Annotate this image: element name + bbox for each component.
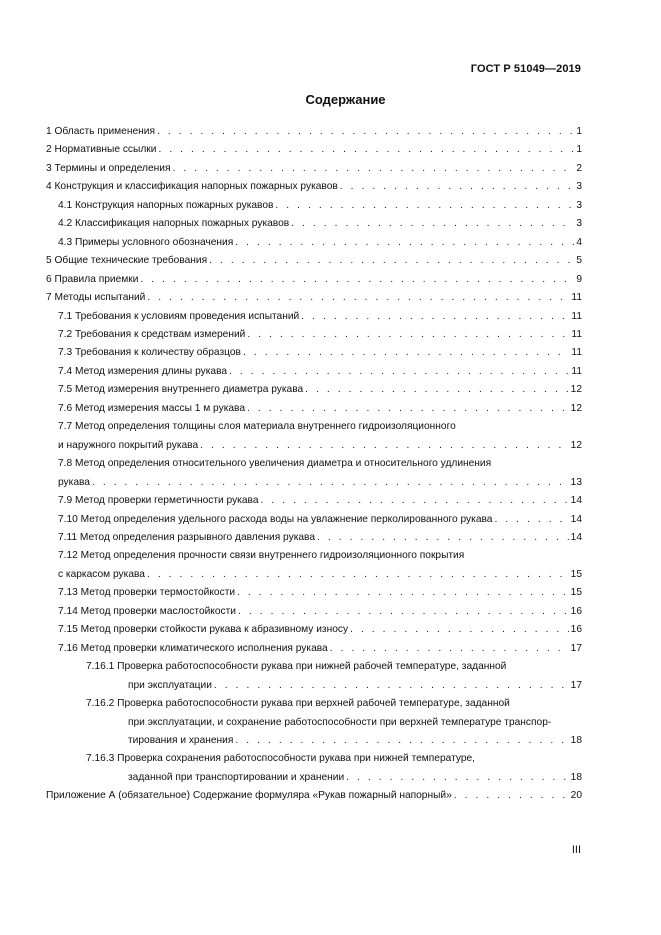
toc-entry[interactable]: 7.15 Метод проверки стойкости рукава к абразивному износу . . . 16 — [46, 621, 582, 639]
document-code: ГОСТ Р 51049—2019 — [470, 63, 581, 75]
toc-entry[interactable]: 7.9 Метод проверки герметичности рукава . . . 14 — [46, 492, 582, 510]
toc-entry[interactable]: 7.16.2 Проверка работоспособности рукава при верхней рабочей температуре, заданной при эксплуатации, и сохранение работоспособности при верхней температуре транспор- тирования и хранения . . . 18 — [46, 695, 582, 750]
toc-entry[interactable]: 7.4 Метод измерения длины рукава . . . 11 — [46, 363, 582, 381]
toc-entry[interactable]: 7.6 Метод измерения массы 1 м рукава . . . 12 — [46, 400, 582, 418]
toc-entry[interactable]: 7.11 Метод определения разрывного давления рукава . . . 14 — [46, 529, 582, 547]
toc-entry[interactable]: 3 Термины и определения . . . 2 — [46, 160, 582, 178]
toc-entry[interactable]: 7.14 Метод проверки маслостойкости . . . 16 — [46, 603, 582, 621]
toc-entry[interactable]: 7.16.3 Проверка сохранения работоспособности рукава при нижней температуре, заданной при транспортировании и хранении . . . 18 — [46, 750, 582, 787]
toc-entry[interactable]: 7.16 Метод проверки климатического исполнения рукава . . . 17 — [46, 640, 582, 658]
toc-entry[interactable]: 7.1 Требования к условиям проведения испытаний . . . 11 — [46, 308, 582, 326]
toc-entry[interactable]: 7.12 Метод определения прочности связи внутреннего гидроизоляционного покрытия с каркасом рукава . . . 15 — [46, 547, 582, 584]
toc-entry-appendix[interactable]: Приложение А (обязательное) Содержание формуляра «Рукав пожарный напорный» . . . 20 — [46, 787, 582, 805]
toc-entry[interactable]: 4.2 Классификация напорных пожарных рукавов . . . 3 — [46, 215, 582, 233]
table-of-contents — [46, 123, 582, 806]
toc-entry[interactable]: 7.10 Метод определения удельного расхода воды на увлажнение перколированного рукава . . . 14 — [46, 511, 582, 529]
toc-entry[interactable]: 4.1 Конструкция напорных пожарных рукавов . . . 3 — [46, 197, 582, 215]
toc-entry[interactable]: 7.5 Метод измерения внутреннего диаметра рукава . . . 12 — [46, 381, 582, 399]
toc-entry[interactable]: 7.7 Метод определения толщины слоя материала внутреннего гидроизоляционного и наружного покрытий рукава . . . 12 — [46, 418, 582, 455]
toc-entry[interactable]: 2 Нормативные ссылки . . . 1 — [46, 141, 582, 159]
toc-entry[interactable]: 1 Область применения . . . 1 — [46, 123, 582, 141]
toc-title: Содержание — [305, 92, 386, 107]
toc-entry[interactable]: 6 Правила приемки . . . 9 — [46, 271, 582, 289]
toc-entry[interactable]: 4.3 Примеры условного обозначения . . . 4 — [46, 234, 582, 252]
toc-entry[interactable]: 7.2 Требования к средствам измерений . . . 11 — [46, 326, 582, 344]
toc-entry[interactable]: 5 Общие технические требования . . . 5 — [46, 252, 582, 270]
toc-entry[interactable]: 7.13 Метод проверки термостойкости . . . 15 — [46, 584, 582, 602]
toc-entry[interactable]: 7.8 Метод определения относительного увеличения диаметра и относительного удлинения рукава . . . 13 — [46, 455, 582, 492]
toc-entry[interactable]: 7.3 Требования к количеству образцов . . . 11 — [46, 344, 582, 362]
toc-entry[interactable]: 4 Конструкция и классификация напорных пожарных рукавов . . . 3 — [46, 178, 582, 196]
page-number: III — [571, 844, 581, 856]
toc-entry[interactable]: 7.16.1 Проверка работоспособности рукава при нижней рабочей температуре, заданной при эксплуатации . . . 17 — [46, 658, 582, 695]
toc-entry[interactable]: 7 Методы испытаний . . . 11 — [46, 289, 582, 307]
